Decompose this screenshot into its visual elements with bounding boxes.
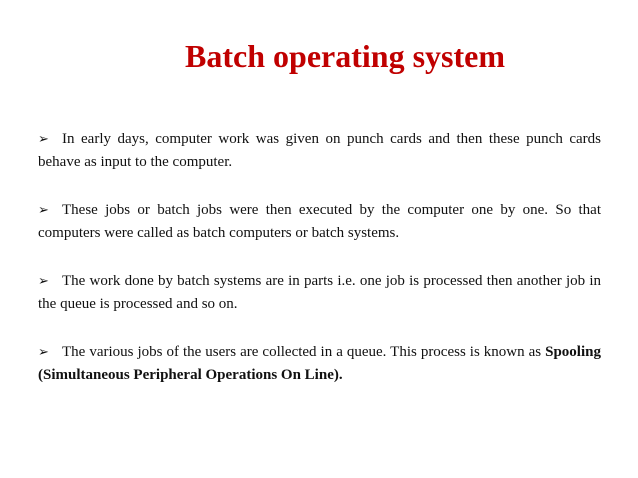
arrow-bullet-icon: ➢: [38, 203, 49, 218]
bullet-item-2: [38, 199, 601, 244]
bullet-item-3: [38, 270, 601, 315]
bullet-text-4: The various jobs of the users are collected in a queue. This process is known as: [62, 344, 542, 360]
slide-title: Batch operating system: [185, 38, 505, 74]
bullet-list: [38, 128, 601, 412]
bullet-item-4: [38, 341, 601, 386]
bullet-text-3: The work done by batch systems are in parts i.e. one job is processed then another job in the queue is processed and so on.: [38, 273, 601, 312]
arrow-bullet-icon: ➢: [38, 132, 49, 147]
spooling-definition: Spooling (Simultaneous Peripheral Operations On Line).: [38, 344, 601, 383]
bullet-text-2: These jobs or batch jobs were then executed by the computer one by one. So that computers were called as batch computers or batch systems.: [38, 202, 601, 241]
arrow-bullet-icon: ➢: [38, 345, 49, 360]
bullet-item-1: [38, 128, 601, 173]
bullet-text-1: In early days, computer work was given on punch cards and then these punch cards behave as input to the computer.: [38, 131, 601, 170]
title-area: [0, 0, 638, 90]
arrow-bullet-icon: ➢: [38, 274, 49, 289]
